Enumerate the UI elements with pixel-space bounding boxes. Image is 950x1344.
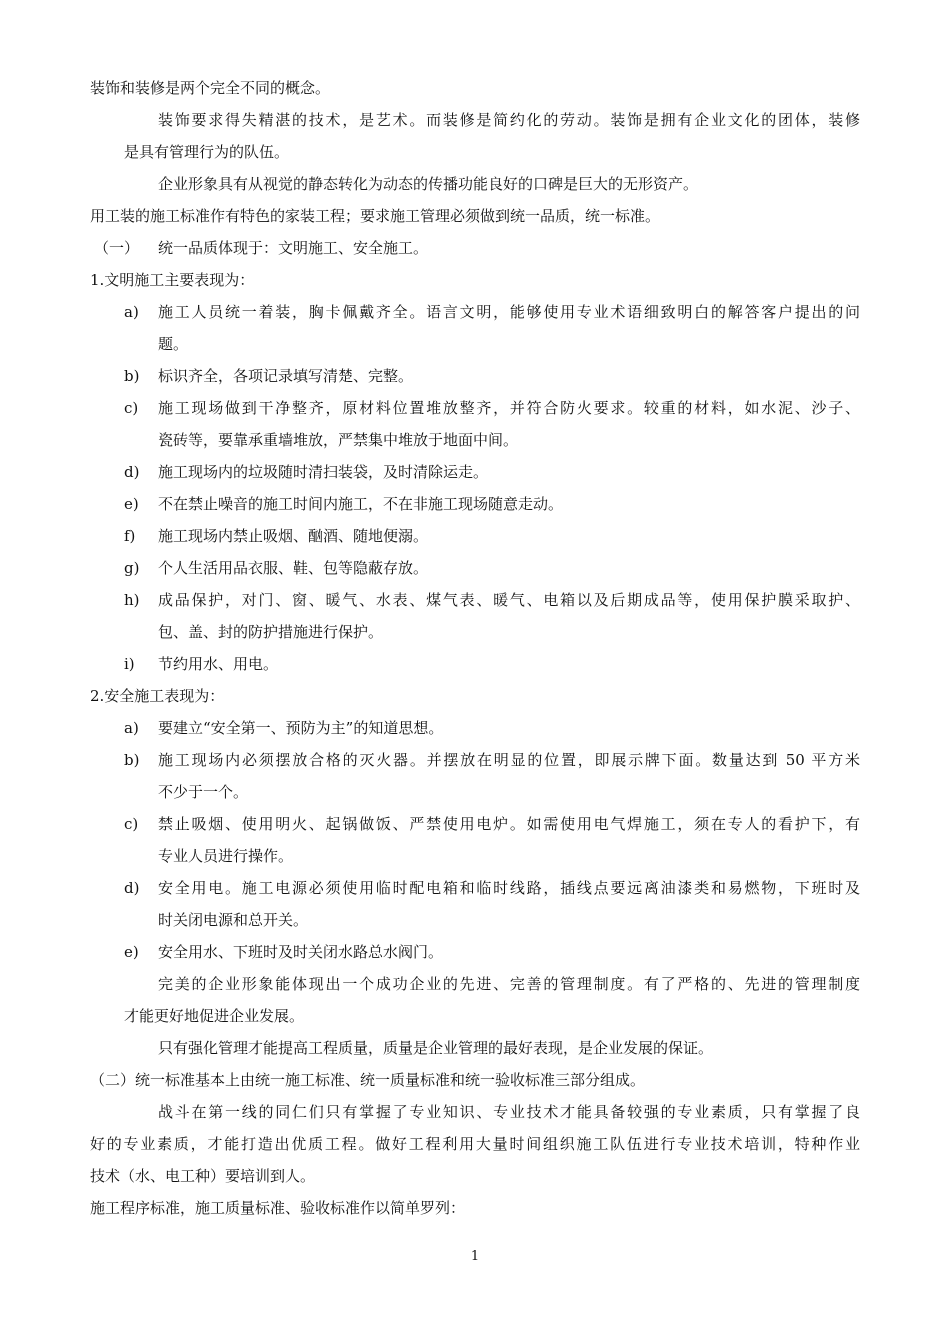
list-item-label: a) <box>124 303 139 321</box>
list-item-text: 标识齐全，各项记录填写清楚、完整。 <box>158 367 414 385</box>
paragraph-corporate-image: 企业形象具有从视觉的静态转化为动态的传播功能良好的口碑是巨大的无形资产。 <box>158 175 699 193</box>
list-item-label: a) <box>124 719 139 737</box>
list-item-label: b) <box>124 367 140 385</box>
paragraph-training-line3: 技术（水、电工种）要培训到人。 <box>90 1167 316 1185</box>
list-item-text: 成品保护，对门、窗、暖气、水表、煤气表、暖气、电箱以及后期成品等，使用保护膜采取护、 <box>158 591 860 609</box>
list-item-text-cont: 专业人员进行操作。 <box>158 847 294 865</box>
list-item-label: h) <box>124 591 140 609</box>
list-item-label: e) <box>124 495 139 513</box>
paragraph-training-line2: 好的专业素质，才能打造出优质工程。做好工程利用大量时间组织施工队伍进行专业技术培训，特种作业 <box>90 1135 860 1153</box>
list-item-text-cont: 包、盖、封的防护措施进行保护。 <box>158 623 384 641</box>
list-item-text: 要建立“安全第一、预防为主”的知道思想。 <box>158 719 444 737</box>
list-item-label: g) <box>124 559 140 577</box>
paragraph-training-line1: 战斗在第一线的同仁们只有掌握了专业知识、专业技术才能具备较强的专业素质，只有掌握了良 <box>158 1103 860 1121</box>
list-item-label: c) <box>124 815 139 833</box>
list-item-text: 安全用电。施工电源必须使用临时配电箱和临时线路，插线点要远离油漆类和易燃物，下班时及 <box>158 879 860 897</box>
list-item-text-cont: 题。 <box>158 335 189 353</box>
list-item-label: e) <box>124 943 139 961</box>
page-number: 1 <box>470 1249 480 1264</box>
section1-title: 统一品质体现于：文明施工、安全施工。 <box>158 239 429 257</box>
paragraph-management-line2: 才能更好地促进企业发展。 <box>124 1007 305 1025</box>
paragraph-management-line1: 完美的企业形象能体现出一个成功企业的先进、完善的管理制度。有了严格的、先进的管理制度 <box>158 975 860 993</box>
list-item-text: 节约用水、用电。 <box>158 655 279 673</box>
paragraph-decoration-line2: 是具有管理行为的队伍。 <box>124 143 290 161</box>
paragraph-standards-list-intro: 施工程序标准，施工质量标准、验收标准作以简单罗列： <box>90 1199 466 1217</box>
paragraph-intro: 装饰和装修是两个完全不同的概念。 <box>90 79 331 97</box>
section1-number: （一） <box>94 239 140 257</box>
list-item-label: c) <box>124 399 139 417</box>
list-item-text: 施工现场内必须摆放合格的灭火器。并摆放在明显的位置，即展示牌下面。数量达到 50 平方米 <box>158 751 860 769</box>
list-item-label: i) <box>124 655 135 673</box>
list-item-text: 个人生活用品衣服、鞋、包等隐蔽存放。 <box>158 559 429 577</box>
list-item-text-cont: 时关闭电源和总开关。 <box>158 911 309 929</box>
paragraph-standards: 用工装的施工标准作有特色的家装工程；要求施工管理必须做到统一品质，统一标准。 <box>90 207 661 225</box>
safety-heading: 2.安全施工表现为： <box>90 687 225 705</box>
list-item-text: 施工现场做到干净整齐，原材料位置堆放整齐，并符合防火要求。较重的材料，如水泥、沙子、 <box>158 399 860 417</box>
list-item-text: 施工人员统一着装，胸卡佩戴齐全。语言文明，能够使用专业术语细致明白的解答客户提出的问 <box>158 303 860 321</box>
list-item-text: 施工现场内禁止吸烟、酗酒、随地便溺。 <box>158 527 429 545</box>
list-item-text-cont: 不少于一个。 <box>158 783 249 801</box>
civil-heading: 1.文明施工主要表现为： <box>90 271 255 289</box>
list-item-text: 施工现场内的垃圾随时清扫装袋，及时清除运走。 <box>158 463 489 481</box>
list-item-label: d) <box>124 879 140 897</box>
list-item-label: b) <box>124 751 140 769</box>
list-item-text-cont: 瓷砖等，要靠承重墙堆放，严禁集中堆放于地面中间。 <box>158 431 519 449</box>
paragraph-quality: 只有强化管理才能提高工程质量，质量是企业管理的最好表现，是企业发展的保证。 <box>158 1039 714 1057</box>
list-item-text: 不在禁止噪音的施工时间内施工，不在非施工现场随意走动。 <box>158 495 564 513</box>
list-item-text: 禁止吸烟、使用明火、起锅做饭、严禁使用电炉。如需使用电气焊施工，须在专人的看护下，有 <box>158 815 860 833</box>
list-item-label: d) <box>124 463 140 481</box>
paragraph-decoration-line1: 装饰要求得失精湛的技术，是艺术。而装修是简约化的劳动。装饰是拥有企业文化的团体，装修 <box>158 111 860 129</box>
section2-title: （二）统一标准基本上由统一施工标准、统一质量标准和统一验收标准三部分组成。 <box>90 1071 646 1089</box>
list-item-text: 安全用水、下班时及时关闭水路总水阀门。 <box>158 943 444 961</box>
list-item-label: f) <box>124 527 136 545</box>
